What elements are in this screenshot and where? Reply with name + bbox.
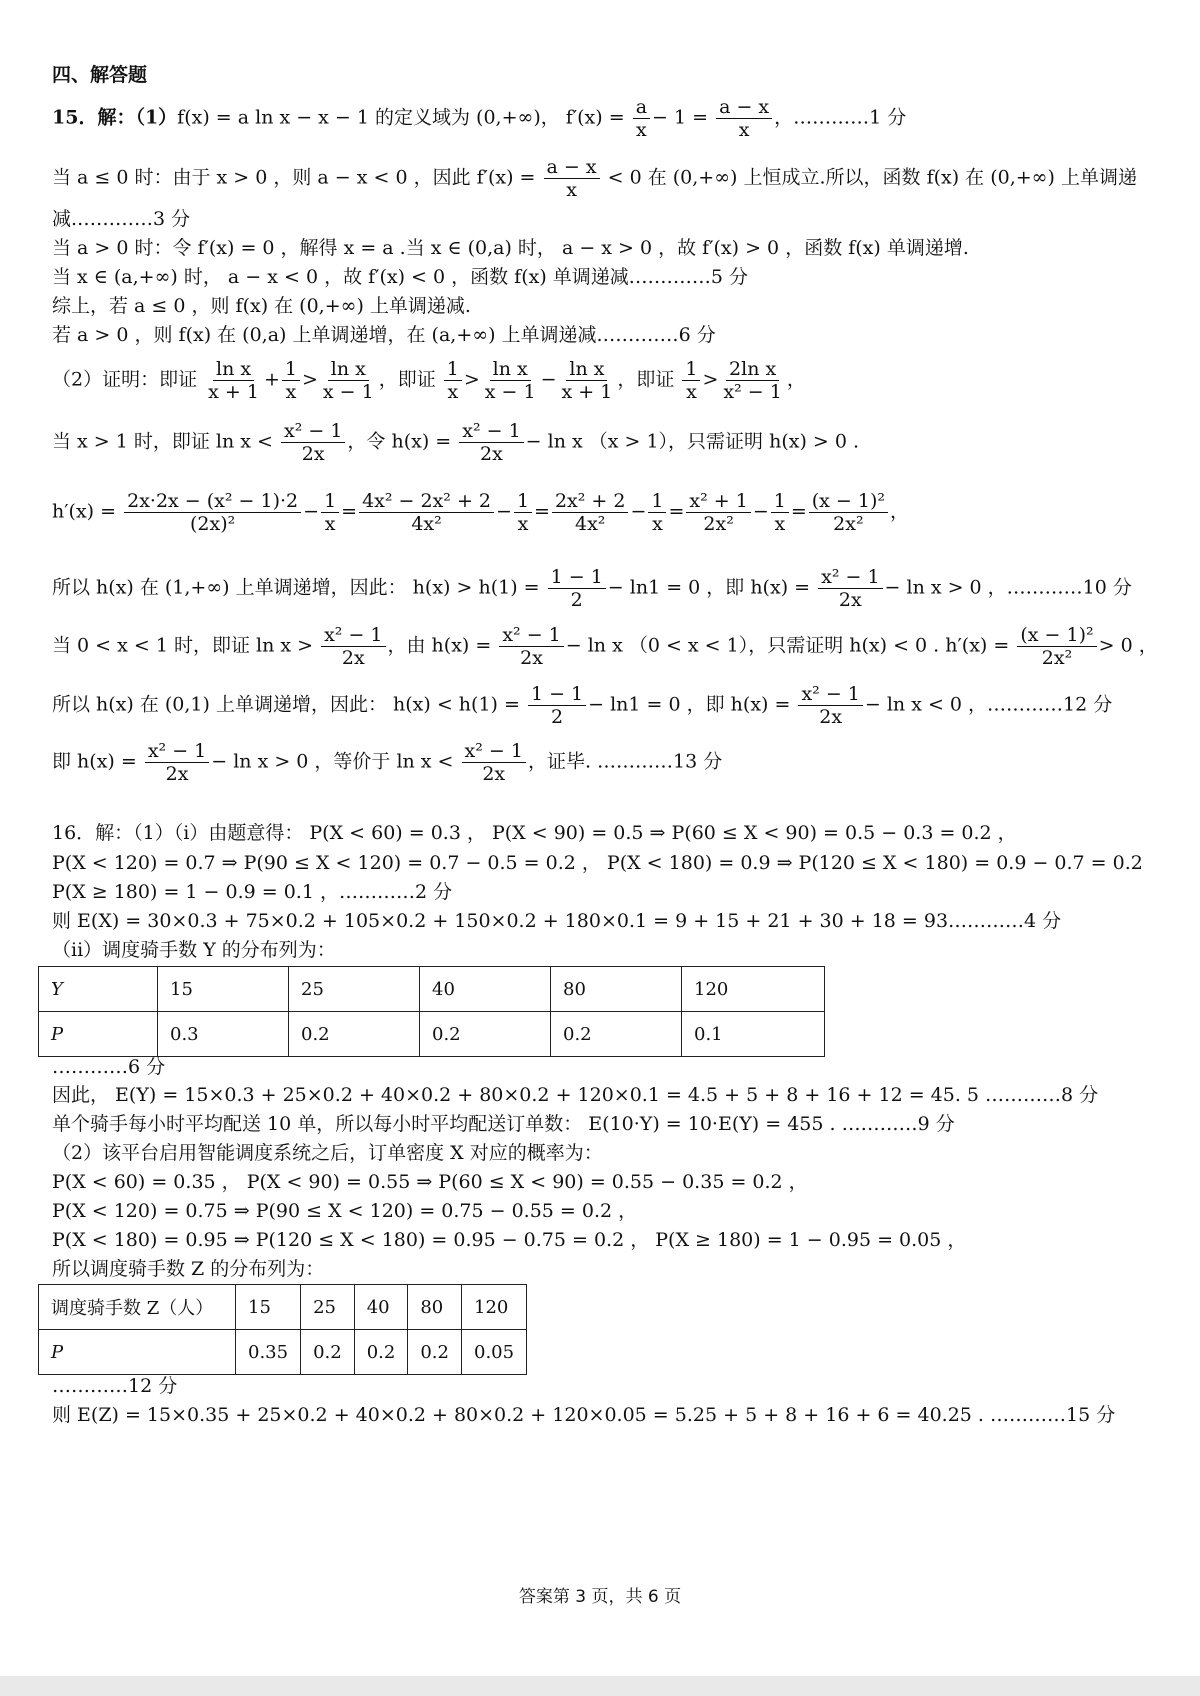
numerator: ln x bbox=[566, 358, 607, 381]
numerator: 1 bbox=[444, 358, 462, 381]
denominator: 2 bbox=[551, 706, 564, 728]
text: ，即证 bbox=[617, 368, 675, 391]
fraction bbox=[482, 358, 539, 403]
table-cell: 0.35 bbox=[236, 1330, 301, 1375]
q16-line-4: 则 E(X) = 30×0.3 + 75×0.2 + 105×0.2 + 150×0.2 + 180×0.1 = 9 + 15 + 21 + 30 + 18 = 93…………4 分 bbox=[52, 910, 1062, 932]
denominator: x bbox=[447, 381, 459, 403]
bottom-strip bbox=[0, 1676, 1200, 1696]
fraction bbox=[321, 490, 339, 535]
distribution-table-z bbox=[38, 1284, 527, 1375]
numerator: x² − 1 bbox=[462, 740, 526, 763]
denominator: x² − 1 bbox=[723, 381, 782, 403]
table-cell: 120 bbox=[462, 1285, 527, 1330]
table-cell: 0.05 bbox=[462, 1330, 527, 1375]
denominator: 2x bbox=[165, 763, 189, 785]
table-row bbox=[39, 1330, 527, 1375]
numerator: 2x² + 2 bbox=[552, 490, 629, 513]
q16-line-13: 所以调度骑手数 Z 的分布列为： bbox=[52, 1258, 325, 1280]
text: （2）证明：即证 bbox=[52, 368, 198, 391]
q15-line-11 bbox=[52, 566, 1132, 611]
text: > 0 ， bbox=[1098, 634, 1158, 657]
numerator: x² + 1 bbox=[686, 490, 750, 513]
numerator: x² − 1 bbox=[281, 420, 345, 443]
fraction bbox=[559, 358, 616, 403]
text: − ln x （0 < x < 1），只需证明 h(x) < 0 . h′(x) = bbox=[565, 634, 1010, 657]
q16-line-7: 因此， E(Y) = 15×0.3 + 25×0.2 + 40×0.2 + 80×0.2 + 120×0.1 = 4.5 + 5 + 8 + 16 + 12 = 45. 5 …………8 分 bbox=[52, 1084, 1099, 1106]
table-cell: Y bbox=[39, 967, 158, 1012]
denominator: x bbox=[636, 119, 647, 141]
distribution-table-y bbox=[38, 966, 825, 1057]
numerator: 1 bbox=[771, 490, 789, 513]
denominator: 2x bbox=[482, 763, 506, 785]
q16-line-5: （ii）调度骑手数 Y 的分布列为： bbox=[52, 939, 336, 961]
fraction bbox=[809, 490, 888, 535]
fraction bbox=[321, 624, 385, 669]
numerator: ln x bbox=[213, 358, 254, 381]
numerator: x² − 1 bbox=[145, 740, 209, 763]
operator: − bbox=[540, 368, 557, 391]
fraction bbox=[359, 490, 494, 535]
text: ， bbox=[786, 368, 806, 391]
q15-line-7: 若 a > 0 ，则 f(x) 在 (0,a) 上单调递增，在 (a,+∞) 上单调递减.…………6 分 bbox=[52, 324, 716, 346]
numerator: a − x bbox=[716, 96, 772, 119]
q16-line-3: P(X ≥ 180) = 1 − 0.9 = 0.1 ，…………2 分 bbox=[52, 881, 453, 903]
text: h′(x) = bbox=[52, 500, 117, 523]
text: < 0 在 (0,+∞) 上恒成立.所以，函数 f(x) 在 (0,+∞) 上单调递 bbox=[607, 166, 1137, 189]
q16-line-12: P(X < 180) = 0.95 ⇒ P(120 ≤ X < 180) = 0.95 − 0.75 = 0.2 ， P(X ≥ 180) = 1 − 0.95 = 0.05 ， bbox=[52, 1229, 967, 1251]
table-cell: 0.2 bbox=[301, 1330, 355, 1375]
denominator: x + 1 bbox=[208, 381, 259, 403]
q15-line-3: 减.…………3 分 bbox=[52, 208, 191, 230]
numerator: (x − 1)² bbox=[1017, 624, 1096, 647]
numerator: 1 − 1 bbox=[528, 683, 586, 706]
q15-line-14 bbox=[52, 740, 722, 785]
q15-line-12 bbox=[52, 624, 1158, 669]
q15-line-8 bbox=[52, 358, 806, 403]
numerator: a − x bbox=[544, 156, 600, 179]
table-cell: P bbox=[39, 1012, 158, 1057]
operator: + bbox=[263, 368, 280, 391]
denominator: x + 1 bbox=[561, 381, 613, 403]
fraction bbox=[1017, 624, 1096, 669]
section-title: 四、解答题 bbox=[52, 64, 148, 86]
numerator: 2x·2x − (x² − 1)·2 bbox=[124, 490, 301, 513]
numerator: x² − 1 bbox=[818, 566, 882, 589]
text: 即 h(x) = bbox=[52, 750, 137, 773]
denominator: 2x² bbox=[1041, 647, 1073, 669]
q15-line-1 bbox=[52, 96, 906, 141]
text: − ln x > 0 ，…………10 分 bbox=[884, 576, 1132, 599]
denominator: 4x² bbox=[411, 513, 442, 535]
table-cell: 0.1 bbox=[682, 1012, 825, 1057]
fraction bbox=[282, 358, 300, 403]
q16-line-14: …………12 分 bbox=[52, 1375, 178, 1397]
fraction bbox=[281, 420, 345, 465]
fraction bbox=[444, 358, 462, 403]
q16-line-8: 单个骑手每小时平均配送 10 单，所以每小时平均配送订单数： E(10·Y) = 10·E(Y) = 455 . …………9 分 bbox=[52, 1113, 955, 1135]
fraction bbox=[499, 624, 563, 669]
table-cell: 40 bbox=[354, 1285, 408, 1330]
fraction bbox=[682, 358, 700, 403]
operator: = bbox=[668, 500, 685, 523]
numerator: (x − 1)² bbox=[809, 490, 888, 513]
denominator: x bbox=[324, 513, 336, 535]
fraction bbox=[145, 740, 209, 785]
q16-line-9: （2）该平台启用智能调度系统之后，订单密度 X 对应的概率为： bbox=[52, 1142, 603, 1164]
fraction bbox=[462, 740, 526, 785]
table-cell: 0.2 bbox=[420, 1012, 551, 1057]
fraction bbox=[544, 156, 600, 201]
text: − ln1 = 0 ，即 h(x) = bbox=[588, 693, 791, 716]
operator: = bbox=[534, 500, 550, 523]
denominator: x bbox=[738, 119, 750, 141]
operator: = bbox=[790, 500, 807, 523]
denominator: x bbox=[686, 381, 697, 403]
q15-line-6: 综上，若 a ≤ 0 ，则 f(x) 在 (0,+∞) 上单调递减. bbox=[52, 295, 471, 317]
fraction bbox=[528, 683, 586, 728]
fraction bbox=[771, 490, 789, 535]
table-cell: 调度骑手数 Z（人） bbox=[39, 1285, 236, 1330]
fraction bbox=[686, 490, 750, 535]
operator: > bbox=[702, 368, 719, 391]
table-cell: 80 bbox=[551, 967, 682, 1012]
text: − ln1 = 0 ，即 h(x) = bbox=[607, 576, 811, 599]
fraction bbox=[205, 358, 262, 403]
numerator: 4x² − 2x² + 2 bbox=[359, 490, 494, 513]
numerator: 1 bbox=[282, 358, 300, 381]
denominator: x − 1 bbox=[322, 381, 374, 403]
operator: − bbox=[496, 500, 512, 523]
fraction bbox=[514, 490, 532, 535]
fraction bbox=[459, 420, 523, 465]
numerator: 1 bbox=[682, 358, 700, 381]
numerator: ln x bbox=[490, 358, 531, 381]
q15-line-10 bbox=[52, 490, 909, 535]
table-cell: 0.2 bbox=[354, 1330, 408, 1375]
numerator: a bbox=[633, 96, 650, 119]
text: ， bbox=[890, 500, 910, 523]
fraction bbox=[648, 490, 666, 535]
operator: > bbox=[301, 368, 318, 391]
numerator: 1 bbox=[648, 490, 666, 513]
numerator: x² − 1 bbox=[321, 624, 385, 647]
q15-line-4: 当 a > 0 时：令 f′(x) = 0 ，解得 x = a .当 x ∈ (0,a) 时， a − x > 0 ，故 f′(x) > 0 ，函数 f(x) 单调递增. bbox=[52, 237, 969, 259]
fraction bbox=[798, 683, 862, 728]
text: f(x) = a ln x − x − 1 的定义域为 (0,+∞)， f′(x) = bbox=[177, 106, 625, 129]
q16-line-11: P(X < 120) = 0.75 ⇒ P(90 ≤ X < 120) = 0.75 − 0.55 = 0.2 ， bbox=[52, 1200, 638, 1222]
denominator: 2x² bbox=[703, 513, 734, 535]
table-cell: 15 bbox=[158, 967, 289, 1012]
table-cell: 25 bbox=[301, 1285, 355, 1330]
fraction bbox=[716, 96, 772, 141]
text: ，即证 bbox=[378, 368, 436, 391]
text: − ln x （x > 1），只需证明 h(x) > 0 . bbox=[525, 430, 860, 453]
numerator: ln x bbox=[328, 358, 369, 381]
operator: − bbox=[752, 500, 769, 523]
numerator: 1 bbox=[514, 490, 532, 513]
text: ，…………1 分 bbox=[774, 106, 907, 129]
operator: − bbox=[303, 500, 320, 523]
denominator: 2x bbox=[480, 443, 503, 465]
text: − ln x < 0 ，…………12 分 bbox=[864, 693, 1113, 716]
fraction bbox=[633, 96, 650, 141]
fraction bbox=[818, 566, 882, 611]
table-row bbox=[39, 1012, 825, 1057]
q15-line-2 bbox=[52, 156, 1137, 201]
numerator: 2ln x bbox=[726, 358, 779, 381]
q15-line-9 bbox=[52, 420, 859, 465]
numerator: 1 − 1 bbox=[548, 566, 606, 589]
table-cell: 0.2 bbox=[551, 1012, 682, 1057]
operator: = bbox=[341, 500, 358, 523]
fraction bbox=[320, 358, 377, 403]
fraction bbox=[552, 490, 629, 535]
table-cell: 120 bbox=[682, 967, 825, 1012]
q15-line-5: 当 x ∈ (a,+∞) 时， a − x < 0 ，故 f′(x) < 0 ，函数 f(x) 单调递减.…………5 分 bbox=[52, 266, 748, 288]
text: ，由 h(x) = bbox=[387, 634, 492, 657]
numerator: x² − 1 bbox=[459, 420, 523, 443]
table-cell: 0.2 bbox=[408, 1330, 462, 1375]
table-row bbox=[39, 967, 825, 1012]
text: 所以 h(x) 在 (1,+∞) 上单调递增，因此： h(x) > h(1) = bbox=[52, 576, 540, 599]
numerator: x² − 1 bbox=[499, 624, 563, 647]
denominator: x bbox=[285, 381, 297, 403]
denominator: 2x bbox=[301, 443, 325, 465]
denominator: 2x bbox=[341, 647, 365, 669]
q16-line-2: P(X < 120) = 0.7 ⇒ P(90 ≤ X < 120) = 0.7 − 0.5 = 0.2 ， P(X < 180) = 0.9 ⇒ P(120 ≤ X < 180) = 0.9 − 0.7 = 0.2 bbox=[52, 852, 1143, 874]
denominator: 2x bbox=[520, 647, 543, 669]
numerator: 1 bbox=[321, 490, 339, 513]
denominator: x bbox=[566, 179, 577, 201]
q15-line-13 bbox=[52, 683, 1112, 728]
table-cell: 80 bbox=[408, 1285, 462, 1330]
q16-line-1: 16．解：（1）（i）由题意得： P(X < 60) = 0.3 ， P(X < 90) = 0.5 ⇒ P(60 ≤ X < 90) = 0.5 − 0.3 = 0.2 ， bbox=[52, 822, 1017, 844]
text: ，令 h(x) = bbox=[347, 430, 452, 453]
text: 所以 h(x) 在 (0,1) 上单调递增，因此： h(x) < h(1) = bbox=[52, 693, 520, 716]
text: − ln x > 0 ，等价于 ln x < bbox=[211, 750, 454, 773]
table-cell: 0.3 bbox=[158, 1012, 289, 1057]
fraction bbox=[720, 358, 784, 403]
table-cell: 0.2 bbox=[289, 1012, 420, 1057]
page-footer: 答案第 3 页，共 6 页 bbox=[518, 1587, 682, 1607]
table-row bbox=[39, 1285, 527, 1330]
denominator: 2x bbox=[819, 706, 843, 728]
text: 当 a ≤ 0 时：由于 x > 0 ，则 a − x < 0 ，因此 f′(x) = bbox=[52, 166, 536, 189]
denominator: x bbox=[774, 513, 786, 535]
q16-line-15: 则 E(Z) = 15×0.35 + 25×0.2 + 40×0.2 + 80×0.2 + 120×0.05 = 5.25 + 5 + 8 + 16 + 6 = 40.25 . …………15 分 bbox=[52, 1404, 1116, 1426]
table-cell: 15 bbox=[236, 1285, 301, 1330]
denominator: x bbox=[517, 513, 529, 535]
denominator: (2x)² bbox=[190, 513, 236, 535]
table-cell: 40 bbox=[420, 967, 551, 1012]
denominator: 2x bbox=[838, 589, 862, 611]
denominator: x bbox=[652, 513, 663, 535]
table-cell: P bbox=[39, 1330, 236, 1375]
denominator: 4x² bbox=[575, 513, 606, 535]
denominator: x − 1 bbox=[484, 381, 536, 403]
operator: − bbox=[630, 500, 647, 523]
denominator: 2 bbox=[570, 589, 583, 611]
q15-label: 15．解：（1） bbox=[52, 106, 178, 129]
text: − 1 = bbox=[652, 106, 709, 129]
text: 当 0 < x < 1 时，即证 ln x > bbox=[52, 634, 314, 657]
fraction bbox=[124, 490, 301, 535]
text: 当 x > 1 时，即证 ln x < bbox=[52, 430, 273, 453]
q16-line-10: P(X < 60) = 0.35 ， P(X < 90) = 0.55 ⇒ P(60 ≤ X < 90) = 0.55 − 0.35 = 0.2 ， bbox=[52, 1171, 808, 1193]
text: ，证毕. …………13 分 bbox=[527, 750, 723, 773]
table-cell: 25 bbox=[289, 967, 420, 1012]
denominator: 2x² bbox=[833, 513, 864, 535]
q16-line-6: …………6 分 bbox=[52, 1056, 166, 1078]
operator: > bbox=[463, 368, 480, 391]
numerator: x² − 1 bbox=[798, 683, 862, 706]
fraction bbox=[548, 566, 606, 611]
